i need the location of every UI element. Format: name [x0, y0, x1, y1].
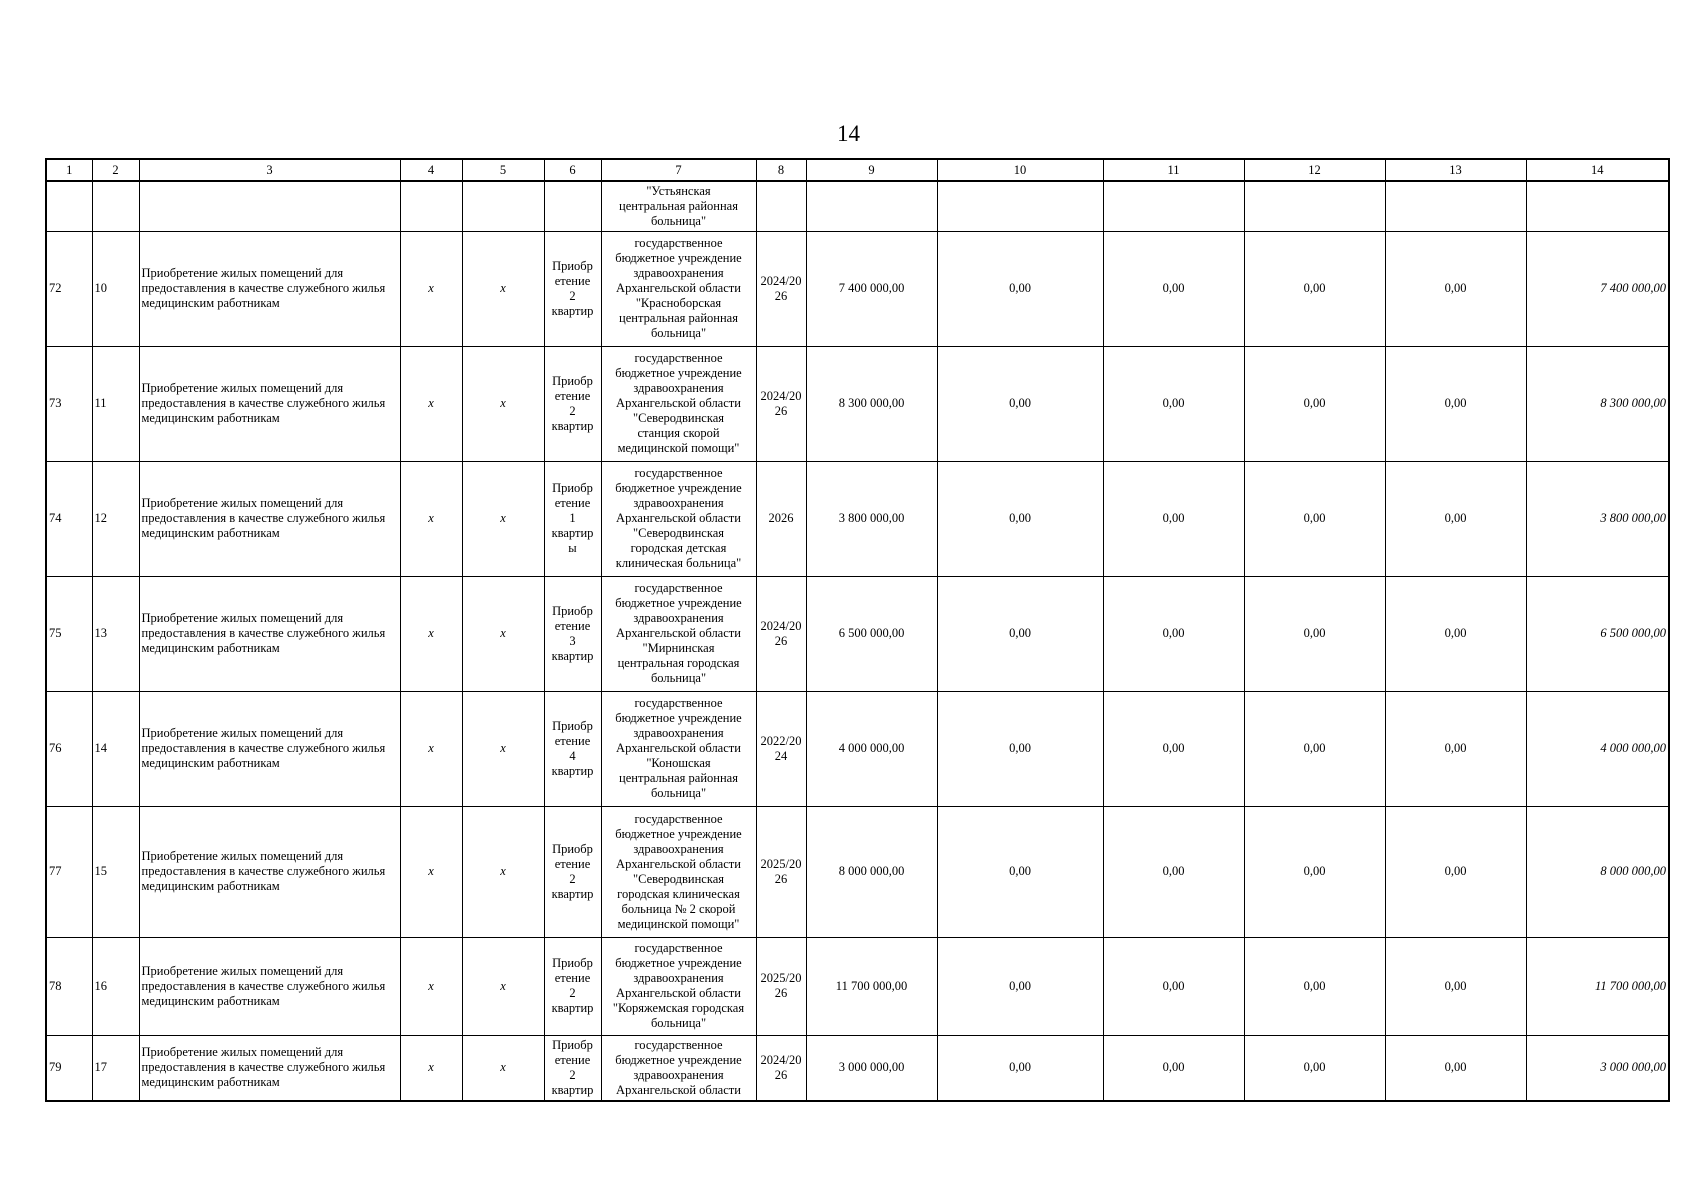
row-number-cell: 77 — [46, 806, 92, 937]
column-header: 13 — [1385, 159, 1526, 181]
stage-cell: Приобр етение 2 квартир — [544, 806, 601, 937]
description-cell: Приобретение жилых помещений для предоставления в качестве служебного жилья медицинским работникам — [139, 576, 400, 691]
years-cell: 2025/20 26 — [756, 937, 806, 1035]
amount-cell: 0,00 — [1385, 346, 1526, 461]
col4-cell: x — [400, 231, 462, 346]
amount-cell: 0,00 — [1103, 461, 1244, 576]
stage-cell: Приобр етение 3 квартир — [544, 576, 601, 691]
amount-cell: 0,00 — [1103, 346, 1244, 461]
description-cell: Приобретение жилых помещений для предоставления в качестве служебного жилья медицинским работникам — [139, 1035, 400, 1101]
table-row — [46, 346, 1669, 461]
organization-cell: государственное бюджетное учреждение здравоохранения Архангельской области "Северодвинская городская детская клиническая больница" — [601, 461, 756, 576]
amount-cell: 0,00 — [1103, 937, 1244, 1035]
column-header: 9 — [806, 159, 937, 181]
amount-final-cell: 8 000 000,00 — [1526, 806, 1669, 937]
years-cell: 2022/20 24 — [756, 691, 806, 806]
amount-cell: 0,00 — [1385, 1035, 1526, 1101]
column-header: 10 — [937, 159, 1103, 181]
amount-total-cell: 3 000 000,00 — [806, 1035, 937, 1101]
amount-total-cell: 3 800 000,00 — [806, 461, 937, 576]
row-number-cell: 72 — [46, 231, 92, 346]
col5-cell: x — [462, 691, 544, 806]
organization-cell: государственное бюджетное учреждение здравоохранения Архангельской области "Северодвинская станция скорой медицинской помощи" — [601, 346, 756, 461]
table-row — [46, 806, 1669, 937]
amount-cell: 0,00 — [1103, 576, 1244, 691]
description-cell: Приобретение жилых помещений для предоставления в качестве служебного жилья медицинским работникам — [139, 691, 400, 806]
stage-cell: Приобр етение 2 квартир — [544, 1035, 601, 1101]
amount-cell: 0,00 — [1244, 691, 1385, 806]
col4-cell: x — [400, 346, 462, 461]
amount-cell: 0,00 — [1385, 691, 1526, 806]
col4-cell: x — [400, 576, 462, 691]
column-header: 5 — [462, 159, 544, 181]
col4-cell: x — [400, 461, 462, 576]
amount-total-cell: 4 000 000,00 — [806, 691, 937, 806]
row-number-cell: 73 — [46, 346, 92, 461]
col4-cell: x — [400, 937, 462, 1035]
description-cell: Приобретение жилых помещений для предоставления в качестве служебного жилья медицинским работникам — [139, 461, 400, 576]
col4-cell: x — [400, 691, 462, 806]
item-number-cell: 17 — [92, 1035, 139, 1101]
amount-cell: 0,00 — [937, 346, 1103, 461]
row-number-cell: 79 — [46, 1035, 92, 1101]
column-header: 11 — [1103, 159, 1244, 181]
column-header: 2 — [92, 159, 139, 181]
table-body — [46, 231, 1669, 1101]
item-number-cell: 10 — [92, 231, 139, 346]
row-number-cell: 74 — [46, 461, 92, 576]
col5-cell: x — [462, 806, 544, 937]
amount-cell: 0,00 — [1244, 1035, 1385, 1101]
stage-cell: Приобр етение 2 квартир — [544, 937, 601, 1035]
amount-final-cell: 8 300 000,00 — [1526, 346, 1669, 461]
amount-cell: 0,00 — [1244, 937, 1385, 1035]
row-number-cell: 78 — [46, 937, 92, 1035]
amount-total-cell: 7 400 000,00 — [806, 231, 937, 346]
amount-final-cell: 7 400 000,00 — [1526, 231, 1669, 346]
page-number: 14 — [837, 121, 860, 146]
table-row — [46, 1035, 1669, 1101]
organization-cell: государственное бюджетное учреждение здравоохранения Архангельской области "Мирнинская центральная городская больница" — [601, 576, 756, 691]
column-header: 3 — [139, 159, 400, 181]
column-number-row — [46, 159, 1669, 181]
amount-cell: 0,00 — [1385, 806, 1526, 937]
amount-final-cell: 3 000 000,00 — [1526, 1035, 1669, 1101]
amount-cell: 0,00 — [1103, 691, 1244, 806]
description-cell: Приобретение жилых помещений для предоставления в качестве служебного жилья медицинским работникам — [139, 937, 400, 1035]
col5-cell: x — [462, 461, 544, 576]
organization-cell: государственное бюджетное учреждение здравоохранения Архангельской области — [601, 1035, 756, 1101]
item-number-cell: 14 — [92, 691, 139, 806]
organization-cell: "Устьянская центральная районная больница" — [601, 181, 756, 231]
years-cell: 2024/20 26 — [756, 231, 806, 346]
amount-cell: 0,00 — [937, 576, 1103, 691]
organization-cell: государственное бюджетное учреждение здравоохранения Архангельской области "Коряжемская городская больница" — [601, 937, 756, 1035]
stage-cell: Приобр етение 2 квартир — [544, 231, 601, 346]
amount-cell: 0,00 — [937, 231, 1103, 346]
item-number-cell: 15 — [92, 806, 139, 937]
amount-cell: 0,00 — [1244, 806, 1385, 937]
row-number-cell: 75 — [46, 576, 92, 691]
stage-cell: Приобр етение 1 квартир ы — [544, 461, 601, 576]
amount-cell: 0,00 — [1244, 576, 1385, 691]
amount-total-cell: 6 500 000,00 — [806, 576, 937, 691]
amount-cell: 0,00 — [937, 461, 1103, 576]
years-cell: 2024/20 26 — [756, 346, 806, 461]
item-number-cell: 11 — [92, 346, 139, 461]
stage-cell: Приобр етение 2 квартир — [544, 346, 601, 461]
amount-final-cell: 6 500 000,00 — [1526, 576, 1669, 691]
organization-cell: государственное бюджетное учреждение здравоохранения Архангельской области "Красноборская центральная районная больница" — [601, 231, 756, 346]
item-number-cell: 13 — [92, 576, 139, 691]
continuation-row — [46, 181, 1669, 231]
amount-cell: 0,00 — [937, 691, 1103, 806]
item-number-cell: 16 — [92, 937, 139, 1035]
table-row — [46, 231, 1669, 346]
amount-cell: 0,00 — [1244, 231, 1385, 346]
amount-cell: 0,00 — [1103, 231, 1244, 346]
amount-cell: 0,00 — [1103, 1035, 1244, 1101]
col4-cell: x — [400, 806, 462, 937]
amount-cell: 0,00 — [937, 1035, 1103, 1101]
years-cell: 2026 — [756, 461, 806, 576]
organization-cell: государственное бюджетное учреждение здравоохранения Архангельской области "Северодвинская городская клиническая больница № 2 скорой медицинской помощи" — [601, 806, 756, 937]
years-cell: 2024/20 26 — [756, 1035, 806, 1101]
column-header: 4 — [400, 159, 462, 181]
years-cell: 2024/20 26 — [756, 576, 806, 691]
description-cell: Приобретение жилых помещений для предоставления в качестве служебного жилья медицинским работникам — [139, 346, 400, 461]
amount-cell: 0,00 — [1385, 576, 1526, 691]
row-number-cell: 76 — [46, 691, 92, 806]
amount-cell: 0,00 — [1385, 461, 1526, 576]
amount-final-cell: 4 000 000,00 — [1526, 691, 1669, 806]
table-row — [46, 461, 1669, 576]
amount-cell: 0,00 — [1385, 937, 1526, 1035]
program-table — [45, 158, 1670, 1102]
amount-total-cell: 8 000 000,00 — [806, 806, 937, 937]
years-cell: 2025/20 26 — [756, 806, 806, 937]
col5-cell: x — [462, 937, 544, 1035]
col5-cell: x — [462, 1035, 544, 1101]
column-header: 8 — [756, 159, 806, 181]
table-row — [46, 576, 1669, 691]
amount-final-cell: 11 700 000,00 — [1526, 937, 1669, 1035]
col5-cell: x — [462, 346, 544, 461]
description-cell: Приобретение жилых помещений для предоставления в качестве служебного жилья медицинским работникам — [139, 806, 400, 937]
amount-cell: 0,00 — [1385, 231, 1526, 346]
amount-cell: 0,00 — [937, 806, 1103, 937]
column-header: 12 — [1244, 159, 1385, 181]
stage-cell: Приобр етение 4 квартир — [544, 691, 601, 806]
amount-cell: 0,00 — [937, 937, 1103, 1035]
amount-total-cell: 11 700 000,00 — [806, 937, 937, 1035]
amount-total-cell: 8 300 000,00 — [806, 346, 937, 461]
col4-cell: x — [400, 1035, 462, 1101]
amount-cell: 0,00 — [1244, 346, 1385, 461]
organization-cell: государственное бюджетное учреждение здравоохранения Архангельской области "Коношская центральная районная больница" — [601, 691, 756, 806]
amount-cell: 0,00 — [1103, 806, 1244, 937]
table-row — [46, 691, 1669, 806]
col5-cell: x — [462, 231, 544, 346]
column-header: 7 — [601, 159, 756, 181]
column-header: 6 — [544, 159, 601, 181]
col5-cell: x — [462, 576, 544, 691]
column-header: 14 — [1526, 159, 1669, 181]
amount-final-cell: 3 800 000,00 — [1526, 461, 1669, 576]
description-cell: Приобретение жилых помещений для предоставления в качестве служебного жилья медицинским работникам — [139, 231, 400, 346]
amount-cell: 0,00 — [1244, 461, 1385, 576]
item-number-cell: 12 — [92, 461, 139, 576]
column-header: 1 — [46, 159, 92, 181]
table-row — [46, 937, 1669, 1035]
